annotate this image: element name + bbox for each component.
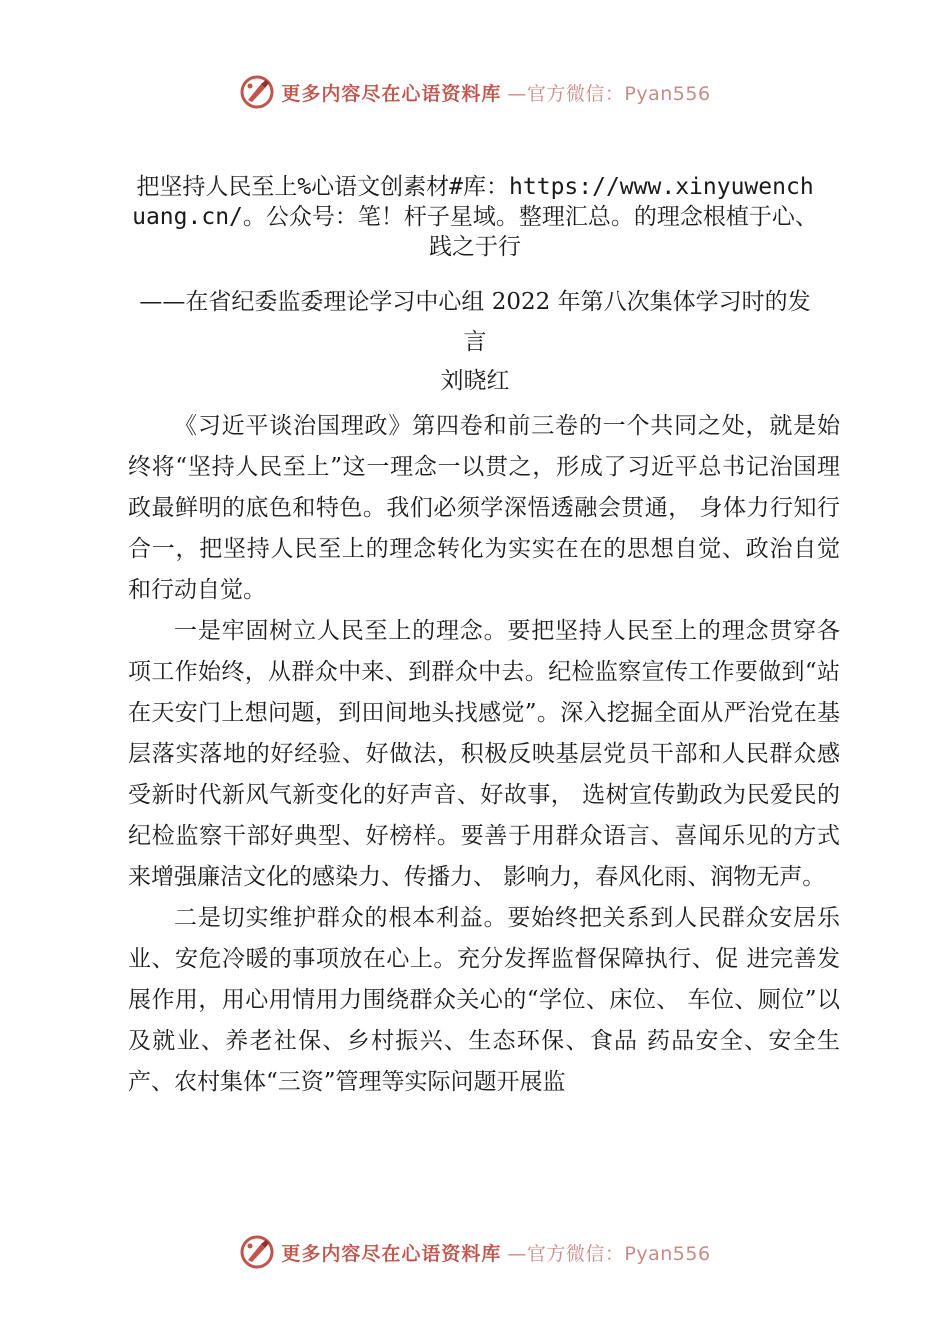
document-author: 刘晓红 xyxy=(440,368,510,394)
brand-logo-icon xyxy=(239,74,275,110)
document-subtitle: ——在省纪委监委理论学习中心组 2022 年第八次集体学习时的发言 xyxy=(139,289,811,355)
banner-wechat: —官方微信：Pyan556 xyxy=(507,82,711,105)
paragraph-point-one: 一是牢固树立人民至上的理念。要把坚持人民至上的理念贯穿各项工作始终，从群众中来、到群众中去。纪检监察宣传工作要做到“站在天安门上想问题，到田间地头找感觉”。深入挖掘全面从严治党在基层落实落地的好经验、好做法，积极反映基层党员干部和人民群众感受新时代新风气新变化的好声音、好故事， 选树宣传勤政为民爱民的纪检监察干部好典型、好榜样。要善于用群众语言、喜闻乐见的方式来增强廉洁文化的感染力、传播力、 影响力，春风化雨、润物无声。 xyxy=(128,618,840,890)
paragraph-intro: 《习近平谈治国理政》第四卷和前三卷的一个共同之处，就是始终将“坚持人民至上”这一理念一以贯之，形成了习近平总书记治国理政最鲜明的底色和特色。我们必须学深悟透融会贯通， 身体力行知行合一，把坚持人民至上的理念转化为实实在在的思想自觉、政治自觉和行动自觉。 xyxy=(128,413,840,603)
footer-banner xyxy=(0,1230,950,1274)
header-banner xyxy=(0,70,950,114)
banner-slogan: 更多内容尽在心语资料库 xyxy=(281,82,502,105)
banner-wechat: —官方微信：Pyan556 xyxy=(507,1242,711,1265)
brand-logo-icon xyxy=(239,1234,275,1270)
paragraph-point-two: 二是切实维护群众的根本利益。要始终把关系到人民群众安居乐业、安危冷暖的事项放在心上。充分发挥监督保障执行、促 进完善发展作用，用心用情用力围绕群众关心的“学位、床位、 车位、厕位”以及就业、养老社保、乡村振兴、生态环保、食品 药品安全、安全生产、农村集体“三资”管理等实际问题开展监 xyxy=(128,905,840,1095)
banner-slogan: 更多内容尽在心语资料库 xyxy=(281,1242,502,1265)
document-title: 把坚持人民至上%心语文创素材#库：https://www.xinyuwenchuang.cn/。公众号：笔！杆子星域。整理汇总。的理念根植于心、践之于行 xyxy=(132,174,818,260)
document-body xyxy=(128,406,840,1103)
